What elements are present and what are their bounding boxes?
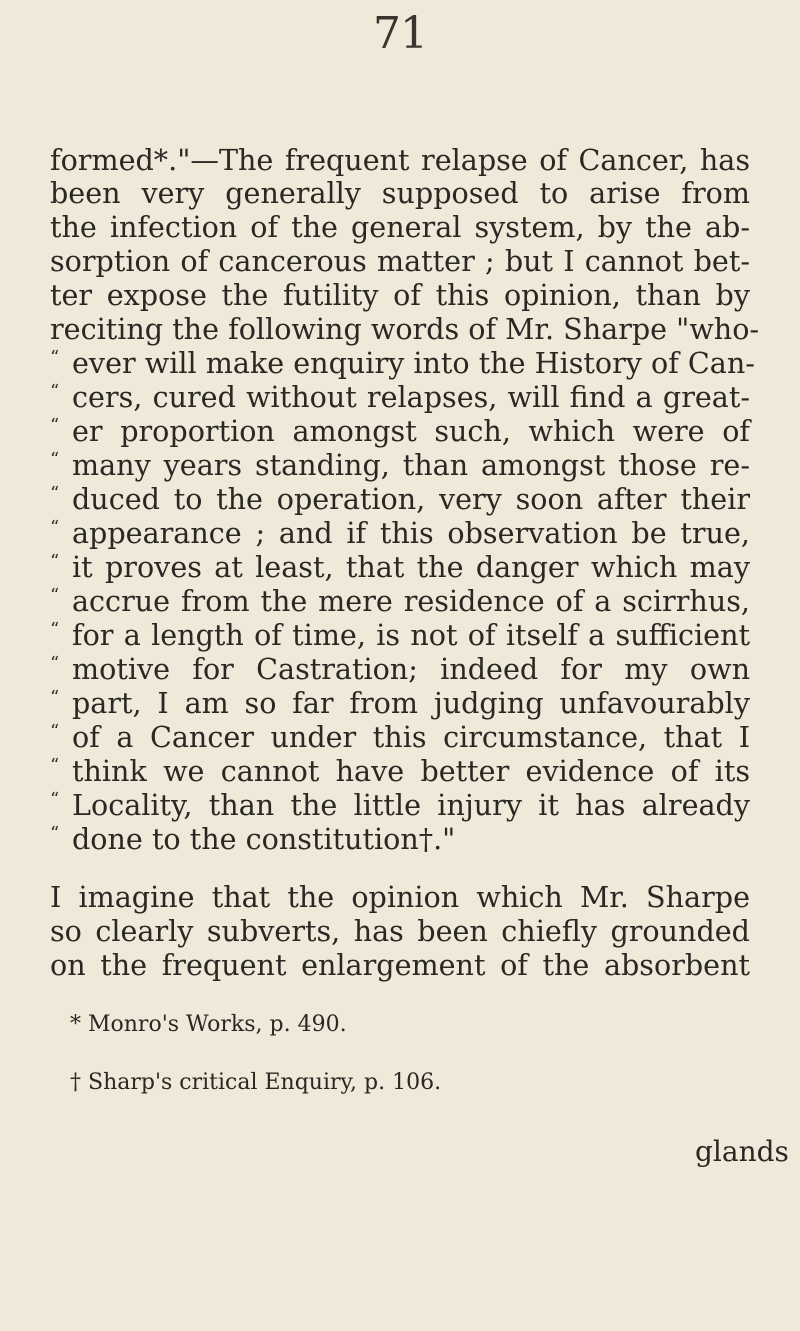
footnote-1: * Monro's Works, p. 490. — [70, 1012, 347, 1037]
text-line-23: so clearly subverts, has been chiefly grounded — [50, 914, 750, 948]
quote-line-14 — [50, 788, 750, 822]
quote-line-2 — [50, 380, 750, 414]
text-line-5: ter expose the futility of this opinion, than by — [50, 278, 750, 312]
quote-text: of a Cancer under this circumstance, that I — [72, 720, 750, 754]
quote-mark: “ — [50, 449, 60, 470]
quote-line-10 — [50, 652, 750, 686]
text-line-22: I imagine that the opinion which Mr. Sharpe — [50, 880, 750, 914]
quote-mark: “ — [50, 347, 60, 368]
quote-line-6 — [50, 516, 750, 550]
quote-text: ever will make enquiry into the History of Can- — [72, 346, 755, 380]
quote-mark: “ — [50, 517, 60, 538]
quote-line-7 — [50, 550, 750, 584]
text-line-3: the infection of the general system, by the ab- — [50, 210, 750, 244]
quote-line-5 — [50, 482, 750, 516]
text-line-2: been very generally supposed to arise from — [50, 176, 750, 210]
quote-text: it proves at least, that the danger which may — [72, 550, 750, 584]
quote-mark: “ — [50, 551, 60, 572]
quote-text: duced to the operation, very soon after their — [72, 482, 750, 516]
quote-text: part, I am so far from judging unfavourably — [72, 686, 750, 720]
quote-text: done to the constitution†." — [72, 822, 456, 856]
quote-line-1 — [50, 346, 755, 380]
text-line-24: on the frequent enlargement of the absorbent — [50, 948, 750, 982]
catchword: glands — [695, 1135, 789, 1168]
text-line-4: sorption of cancerous matter ; but I cannot bet- — [50, 244, 750, 278]
quote-line-9 — [50, 618, 750, 652]
quote-mark: “ — [50, 585, 60, 606]
quote-mark: “ — [50, 755, 60, 776]
text-line-6: reciting the following words of Mr. Sharpe "who- — [50, 312, 760, 346]
quote-mark: “ — [50, 721, 60, 742]
quote-text: cers, cured without relapses, will find a great- — [72, 380, 750, 414]
quote-line-4 — [50, 448, 750, 482]
quote-text: appearance ; and if this observation be true, — [72, 516, 750, 550]
quote-line-12 — [50, 720, 750, 754]
quote-line-11 — [50, 686, 750, 720]
quote-mark: “ — [50, 687, 60, 708]
text-line-1: formed*."—The frequent relapse of Cancer, has — [50, 143, 750, 177]
quote-mark: “ — [50, 381, 60, 402]
quote-text: motive for Castration; indeed for my own — [72, 652, 750, 686]
quote-mark: “ — [50, 483, 60, 504]
quote-text: think we cannot have better evidence of its — [72, 754, 750, 788]
quote-mark: “ — [50, 653, 60, 674]
quote-text: for a length of time, is not of itself a sufficient — [72, 618, 750, 652]
quote-text: er proportion amongst such, which were of — [72, 414, 750, 448]
quote-line-3 — [50, 414, 750, 448]
quote-text: accrue from the mere residence of a scirrhus, — [72, 584, 750, 618]
quote-mark: “ — [50, 415, 60, 436]
quote-line-8 — [50, 584, 750, 618]
quote-mark: “ — [50, 619, 60, 640]
quote-text: Locality, than the little injury it has already — [72, 788, 750, 822]
quote-text: many years standing, than amongst those re- — [72, 448, 750, 482]
quote-line-13 — [50, 754, 750, 788]
quote-mark: “ — [50, 823, 60, 844]
footnote-2: † Sharp's critical Enquiry, p. 106. — [70, 1070, 442, 1095]
quote-line-15 — [50, 822, 750, 856]
page-number: 71 — [373, 8, 427, 59]
quote-mark: “ — [50, 789, 60, 810]
